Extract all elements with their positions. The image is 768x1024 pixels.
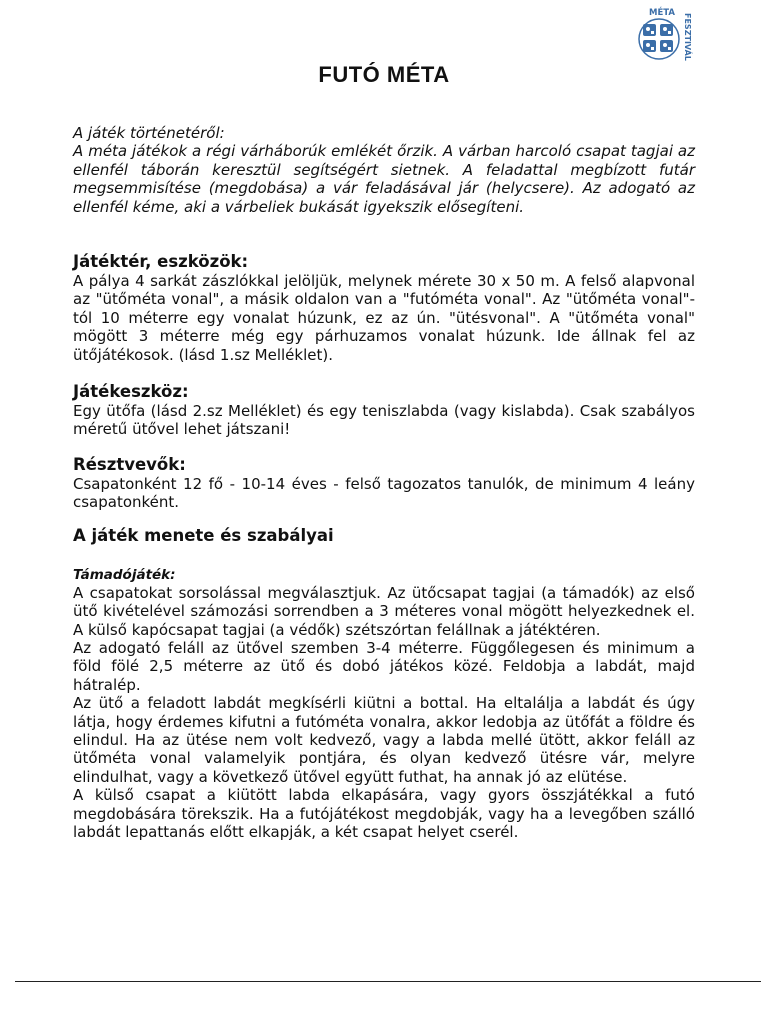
rules-paragraph: A külső csapat a kiütött labda elkapására, vagy gyors összjátékkal a futó megdobására törekszik. Ha a futójátékost megdobják, vagy ha a levegőben szálló labdát lepattanás előtt elkapják, a két csapat helyet cserél. (73, 786, 695, 841)
rules-heading: A játék menete és szabályai (73, 525, 334, 545)
participants-text: Csapatonként 12 fő - 10-14 éves - felső tagozatos tanulók, de minimum 4 leány csapatonként. (73, 474, 695, 512)
field-text: A pálya 4 sarkát zászlókkal jelöljük, melynek mérete 30 x 50 m. A felső alapvonal az "ütőméta vonal", a másik oldalon van a "futóméta vonal". Az "ütőméta vonal"-tól 10 méterre egy vonalat húzunk, ez az ún. "ütésvonal". A "ütőméta vonal" mögött 3 méterre még egy párhuzamos vonalat húzunk. Ide állnak fel az ütőjátékosok. (lásd 1.sz Melléklet). (73, 272, 695, 364)
history-text: A méta játékok a régi várháborúk emlékét őrzik. A várban harcoló csapat tagjai az ellenfél táborán keresztül segítségért sietnek. A feladattal megbízott futár megsemmisítése (megdobása) a vár feladásával jár (helycsere). Az adogató az ellenfél kéme, aki a várbeliek bukását igyekszik elősegíteni. (73, 142, 695, 216)
page-title: FUTÓ MÉTA (318, 62, 450, 87)
logo-side-text: FESZTIVÁL (683, 13, 692, 61)
rules-paragraph: Az ütő a feladott labdát megkísérli kiütni a bottal. Ha eltalálja a labdát és úgy látja, hogy érdemes kifutni a futóméta vonalra, akkor ledobja az ütőfát a földre és elindul. Ha az ütése nem volt kedvező, vagy a labda mellé ütött, akkor feláll az ütőméta vonal valamelyik pontjára, és olyan kedvező ütésre vár, melyre elindulhat, vagy a következő ütővel együtt futhat, ha annak jó az elütése. (73, 694, 695, 786)
attack-subheading: Támadójáték: (73, 566, 176, 583)
field-heading: Játéktér, eszközök: (73, 252, 249, 272)
logo-graphic (633, 6, 695, 64)
history-heading: A játék történetéről: (73, 124, 225, 142)
rules-paragraph: Az adogató feláll az ütővel szemben 3-4 méterre. Függőlegesen és minimum a föld fölé 2,5 méterre az ütő és dobó játékos közé. Feldobja a labdát, majd hátralép. (73, 638, 695, 694)
logo-top-text: MÉTA (649, 8, 675, 18)
equipment-heading: Játékeszköz: (73, 382, 189, 402)
rules-paragraph: A csapatokat sorsolással megválasztjuk. Az ütőcsapat tagjai (a támadók) az első ütő kivételével számozási sorrendben a 3 méteres vonal mögött helyezkednek el. A külső kapócsapat tagjai (a védők) szétszórtan felállnak a játéktéren. (73, 583, 695, 639)
document-body (73, 124, 695, 841)
equipment-text: Egy ütőfa (lásd 2.sz Melléklet) és egy teniszlabda (vagy kislabda). Csak szabályos méretű ütővel lehet játszani! (73, 402, 695, 439)
footer-divider (15, 981, 761, 982)
meta-festival-logo (633, 6, 695, 64)
participants-heading: Résztvevők: (73, 454, 186, 474)
